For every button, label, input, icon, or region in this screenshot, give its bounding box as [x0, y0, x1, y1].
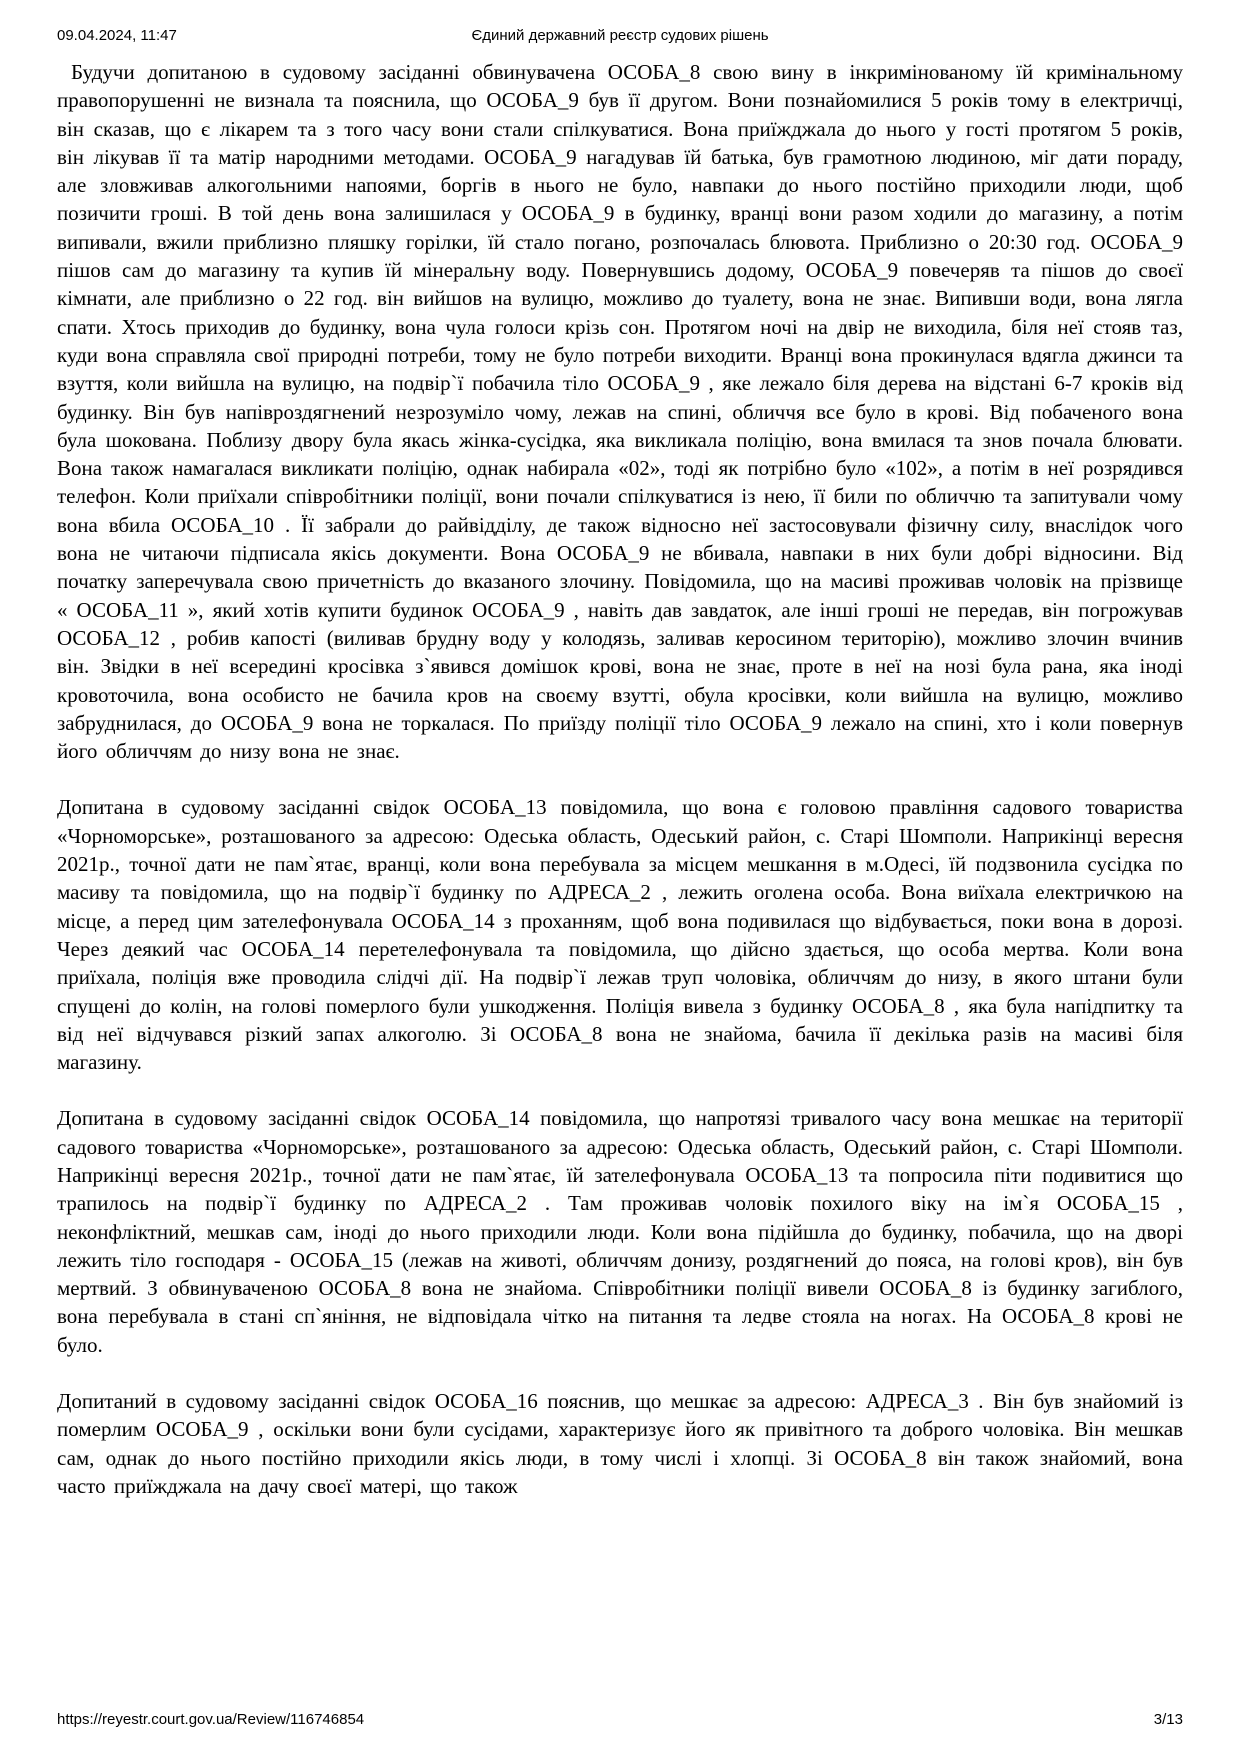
page-footer [57, 1711, 1183, 1728]
page-number: 3/13 [1153, 1711, 1183, 1728]
print-datetime: 09.04.2024, 11:47 [57, 27, 177, 44]
paragraph-witness-osoba16-testimony: Допитаний в судовому засіданні свідок ОСОБА_16 пояснив, що мешкає за адресою: АДРЕСА_3 . Він був знайомий із померлим ОСОБА_9 , оскільки вони були сусідами, характеризує його як привітного та доброго чоловіка. Він мешкав сам, однак до нього постійно приходили якісь люди, в тому числі і хлопці. Зі ОСОБА_8 він також знайомий, вона часто приїжджала на дачу своєї матері, що також [57, 1389, 1183, 1498]
paragraph-witness-osoba13-testimony: Допитана в судовому засіданні свідок ОСОБА_13 повідомила, що вона є головою правління садового товариства «Чорноморське», розташованого за адресою: Одеська область, Одеський район, с. Старі Шомполи. Наприкінці вересня 2021р., точної дати не пам`ятає, вранці, коли вона перебувала за місцем мешкання в м.Одесі, їй подзвонила сусідка по масиву та повідомила, що на подвір`ї будинку по АДРЕСА_2 , лежить оголена особа. Вона виїхала електричкою на місце, а перед цим зателефонувала ОСОБА_14 з проханням, щоб вона подивилася що відбувається, поки вона в дорозі. Через деякий час ОСОБА_14 перетелефонувала та повідомила, що дійсно здається, що особа мертва. Коли вона приїхала, поліція вже проводила слідчі дії. На подвір`ї лежав труп чоловіка, обличчям до низу, в якого штани були спущені до колін, на голові померлого були ушкодження. Поліція вивела з будинку ОСОБА_8 , яка була напідпитку та від неї відчувався різкий запах алкоголю. Зі ОСОБА_8 вона не знайома, бачила її декілька разів на масиві біля магазину. [57, 795, 1183, 1075]
paragraph-accused-testimony: Будучи допитаною в судовому засіданні обвинувачена ОСОБА_8 свою вину в інкримінованому їй кримінальному правопорушенні не визнала та пояснила, що ОСОБА_9 був її другом. Вони познайомилися 5 років тому в електричці, він сказав, що є лікарем та з того часу вони стали спілкуватися. Вона приїжджала до нього у гості протягом 5 років, він лікував її та матір народними методами. ОСОБА_9 нагадував їй батька, був грамотною людиною, міг дати пораду, але зловживав алкогольними напоями, боргів в нього не було, навпаки до нього постійно приходили люди, щоб позичити гроші. В той день вона залишилася у ОСОБА_9 в будинку, вранці вони разом ходили до магазину, а потім випивали, вжили приблизно пляшку горілки, їй стало погано, розпочалась блювота. Приблизно о 20:30 год. ОСОБА_9 пішов сам до магазину та купив їй мінеральну воду. Повернувшись додому, ОСОБА_9 повечеряв та пішов до своєї кімнати, але приблизно о 22 год. він вийшов на вулицю, можливо до туалету, вона не знає. Випивши води, вона лягла спати. Хтось приходив до будинку, вона чула голоси крізь сон. Протягом ночі на двір не виходила, біля неї стояв таз, куди вона справляла свої природні потреби, тому не було потреби виходити. Вранці вона прокинулася вдягла джинси та взуття, коли вийшла на вулицю, на подвір`ї побачила тіло ОСОБА_9 , яке лежало біля дерева на відстані 6-7 кроків від будинку. Він був напівроздягнений незрозуміло чому, лежав на спині, обличчя все було в крові. Від побаченого вона була шокована. Поблизу двору була якась жінка-сусідка, яка викликала поліцію, вона вмилася та знов почала блювати. Вона також намагалася викликати поліцію, однак набирала «02», тоді як потрібно було «102», а потім в неї розрядився телефон. Коли приїхали співробітники поліції, вони почали спілкуватися із нею, її били по обличчю та запитували чому вона вбила ОСОБА_10 . Її забрали до райвідділу, де також відносно неї застосовували фізичну силу, внаслідок чого вона не читаючи підписала якісь документи. Вона ОСОБА_9 не вбивала, навпаки в них були добрі відносини. Від початку заперечувала свою причетність до вказаного злочину. Повідомила, що на масиві проживав чоловік на прізвище « ОСОБА_11 », який хотів купити будинок ОСОБА_9 , навіть дав завдаток, але інші гроші не передав, він погрожував ОСОБА_12 , робив капості (виливав брудну воду у колодязь, заливав керосином територію), можливо злочин вчинив він. Звідки в неї всередині кросівка з`явився домішок крові, вона не знає, проте в неї на нозі була рана, яка іноді кровоточила, вона особисто не бачила кров на своєму взутті, обула кросівки, коли вийшла на вулицю, можливо забруднилася, до ОСОБА_9 вона не торкалася. По приїзду поліції тіло ОСОБА_9 лежало на спині, хто і коли повернув його обличчям до низу вона не знає. [57, 60, 1183, 764]
paragraph-witness-osoba14-testimony: Допитана в судовому засіданні свідок ОСОБА_14 повідомила, що напротязі тривалого часу вона мешкає на території садового товариства «Чорноморське», розташованого за адресою: Одеська область, Одеський район, с. Старі Шомполи. Наприкінці вересня 2021р., точної дати не пам`ятає, їй зателефонувала ОСОБА_13 та попросила піти подивитися що трапилось на подвір`ї будинку по АДРЕСА_2 . Там проживав чоловік похилого віку на ім`я ОСОБА_15 , неконфліктний, мешкав сам, іноді до нього приходили люди. Коли вона підійшла до будинку, побачила, що на дворі лежить тіло господаря - ОСОБА_15 (лежав на животі, обличчям донизу, роздягнений до пояса, на голові кров), він був мертвий. З обвинуваченою ОСОБА_8 вона не знайома. Співробітники поліції вивели ОСОБА_8 із будинку загиблого, вона перебувала в стані сп`яніння, не відповідала чітко на питання та ледве стояла на ногах. На ОСОБА_8 крові не було. [57, 1106, 1183, 1357]
document-body [57, 58, 1183, 1500]
registry-title: Єдиний державний реєстр судових рішень [471, 27, 769, 44]
document-url: https://reyestr.court.gov.ua/Review/116746854 [57, 1711, 365, 1728]
page-header [57, 27, 1183, 45]
